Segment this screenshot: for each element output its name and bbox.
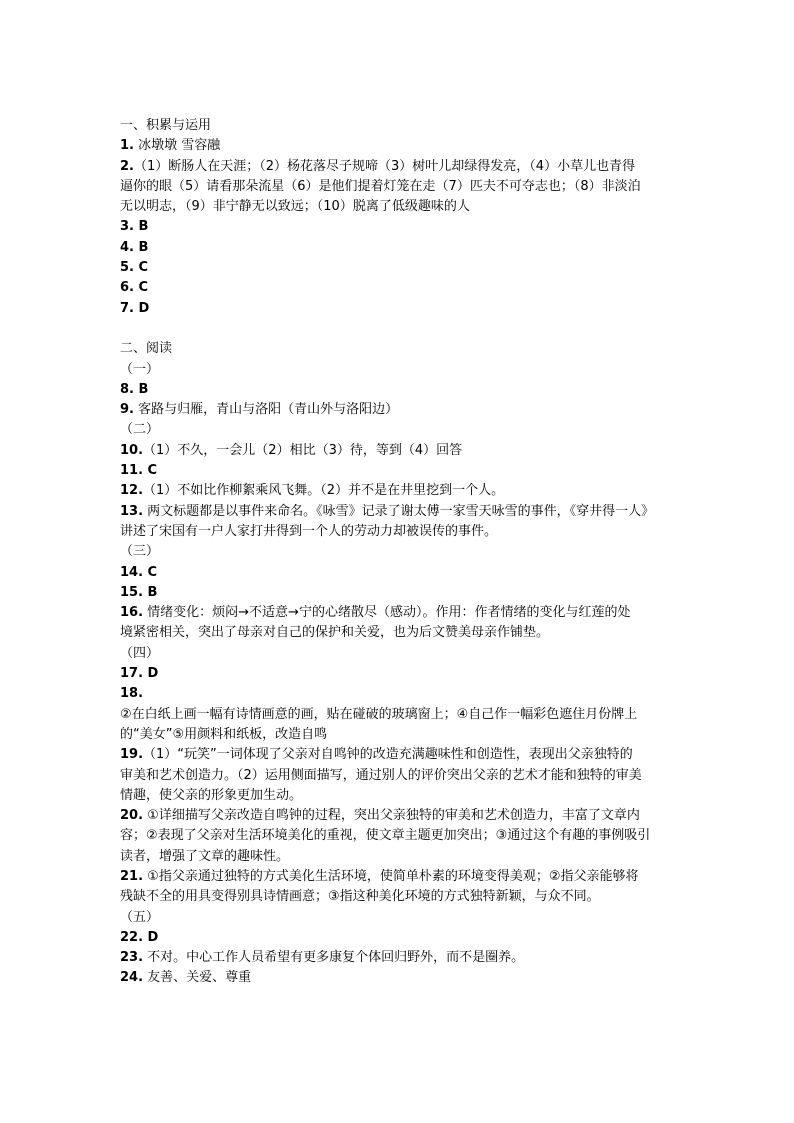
answer-text: 友善、关爱、尊重	[143, 970, 252, 986]
answer-text: 冰墩墩 雪容融	[133, 138, 221, 154]
answer-18	[120, 684, 680, 704]
answer-5	[120, 258, 680, 278]
answer-13-line-2: 讲述了宋国有一户人家打井得到一个人的劳动力却被误传的事件。	[120, 523, 498, 539]
answer-text: 不对。中心工作人员希望有更多康复个体回归野外，而不是圈养。	[143, 950, 525, 966]
answer-text: （1）断肠人在天涯；（2）杨花落尽子规啼（3）树叶儿却绿得发亮，（4）小草儿也青得	[133, 158, 636, 174]
answer-text: C	[143, 463, 158, 479]
answer-3	[120, 217, 680, 237]
answer-19	[120, 745, 680, 765]
answer-text: B	[133, 381, 149, 397]
answer-24	[120, 968, 680, 988]
question-number: 12.	[120, 483, 144, 499]
answer-text: 客路与归雁，青山与洛阳（青山外与洛阳边）	[133, 402, 399, 418]
answer-text: C	[133, 260, 149, 276]
answer-text: C	[133, 280, 149, 296]
section-heading-1: 一、积累与运用	[120, 118, 212, 133]
answer-9	[120, 400, 680, 420]
question-number: 21.	[120, 868, 144, 884]
answer-text: B	[133, 239, 149, 255]
question-number: 17.	[120, 666, 144, 682]
answer-17	[120, 664, 680, 684]
question-number: 13.	[120, 503, 144, 519]
answer-19-line-3: 情趣，使父亲的形象更加生动。	[120, 787, 303, 803]
answer-16	[120, 603, 680, 623]
question-number: 18.	[120, 686, 144, 702]
question-number: 3.	[120, 219, 134, 235]
question-number: 8.	[120, 381, 134, 397]
answer-23	[120, 948, 680, 968]
answer-text: 情绪变化：烦闷→不适意→宁的心绪散尽（感动）。作用：作者情绪的变化与红莲的处	[143, 605, 631, 621]
question-number: 22.	[120, 929, 144, 945]
answer-text: （1）“玩笑”一词体现了父亲对自鸣钟的改造充满趣味性和创造性，表现出父亲独特的	[143, 747, 633, 763]
answer-16-line-2: 境紧密相关，突出了母亲对自己的保护和关爱，也为后文赞美母亲作铺垫。	[120, 625, 550, 641]
question-number: 19.	[120, 747, 144, 763]
question-number: 23.	[120, 950, 144, 966]
question-number: 2.	[120, 158, 134, 174]
answer-21	[120, 867, 680, 887]
question-number: 24.	[120, 970, 144, 986]
question-number: 20.	[120, 808, 144, 824]
part-heading-5: （五）	[120, 909, 160, 925]
question-number: 5.	[120, 260, 134, 276]
answer-18-line-1: ②在白纸上画一幅有诗情画意的画，贴在碰破的玻璃窗上；④自己作一幅彩色遮住月份牌上	[120, 706, 638, 722]
answer-13	[120, 502, 680, 522]
answer-15	[120, 583, 680, 603]
part-heading-1: （一）	[120, 361, 160, 377]
question-number: 15.	[120, 584, 144, 600]
question-number: 4.	[120, 239, 134, 255]
part-heading-2: （二）	[120, 422, 160, 438]
spacer	[120, 319, 680, 339]
answer-sheet	[120, 116, 680, 989]
question-number: 6.	[120, 280, 134, 296]
question-number: 14.	[120, 564, 144, 580]
answer-text: （1）不久，一会儿（2）相比（3）待，等到（4）回答	[143, 442, 463, 458]
answer-11	[120, 461, 680, 481]
answer-18-line-2: 的“美女”⑤用颜料和纸板，改造自鸣	[120, 726, 328, 742]
question-number: 1.	[120, 138, 134, 154]
answer-22	[120, 928, 680, 948]
answer-6	[120, 278, 680, 298]
section-heading-2: 二、阅读	[120, 341, 173, 357]
answer-20-line-2: 容；②表现了父亲对生活环境美化的重视，使文章主题更加突出；③通过这个有趣的事例吸引	[120, 828, 651, 844]
answer-1	[120, 136, 680, 156]
answer-text: D	[133, 300, 150, 316]
answer-text: D	[143, 666, 159, 682]
answer-text: C	[143, 564, 158, 580]
question-number: 9.	[120, 402, 134, 418]
answer-21-line-2: 残缺不全的用具变得别具诗情画意；③指这种美化环境的方式独特新颖，与众不同。	[120, 889, 600, 905]
answer-text: 两文标题都是以事件来命名。《咏雪》记录了谢太傅一家雪天咏雪的事件，《穿井得一人》	[143, 503, 655, 519]
answer-text: B	[143, 584, 158, 600]
answer-10	[120, 441, 680, 461]
answer-2-line-3: 无以明志，（9）非宁静无以致远；（10）脱离了低级趣味的人	[120, 199, 470, 215]
answer-text: B	[133, 219, 149, 235]
answer-text: ①指父亲通过独特的方式美化生活环境，使简单朴素的环境变得美观；②指父亲能够将	[143, 868, 639, 884]
question-number: 7.	[120, 300, 134, 316]
answer-7	[120, 299, 680, 319]
answer-19-line-2: 审美和艺术创造力。（2）运用侧面描写，通过别人的评价突出父亲的艺术才能和独特的审美	[120, 767, 642, 783]
question-number: 11.	[120, 463, 144, 479]
answer-text: D	[143, 929, 159, 945]
answer-4	[120, 238, 680, 258]
answer-12	[120, 481, 680, 501]
part-heading-3: （三）	[120, 544, 160, 560]
answer-14	[120, 563, 680, 583]
question-number: 16.	[120, 605, 144, 621]
part-heading-4: （四）	[120, 645, 160, 661]
answer-2-line-2: 逼你的眼（5）请看那朵流星（6）是他们提着灯笼在走（7）匹夫不可夺志也；（8）非淡泊	[120, 178, 641, 194]
answer-20	[120, 806, 680, 826]
question-number: 10.	[120, 442, 144, 458]
answer-text: （1）不如比作柳絮乘风飞舞。（2）并不是在井里挖到一个人。	[143, 483, 505, 499]
answer-8	[120, 380, 680, 400]
answer-20-line-3: 读者，增强了文章的趣味性。	[120, 848, 290, 864]
answer-2	[120, 157, 680, 177]
answer-text: ①详细描写父亲改造自鸣钟的过程，突出父亲独特的审美和艺术创造力，丰富了文章内	[143, 808, 640, 824]
